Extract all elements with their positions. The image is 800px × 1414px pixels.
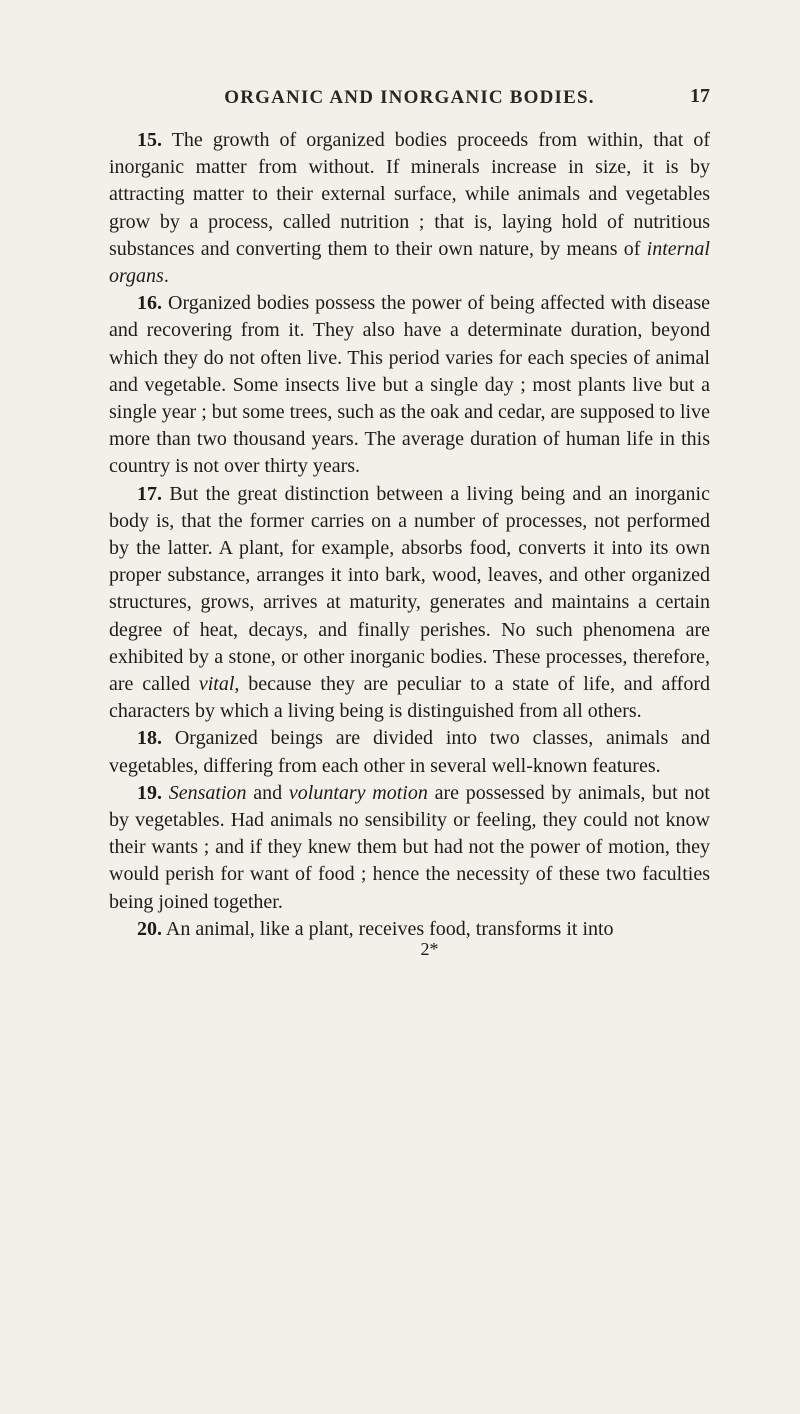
paragraph-17 (109, 481, 710, 726)
paragraph-15 (109, 127, 710, 290)
paragraph-19 (109, 780, 710, 916)
paragraph-number: 16. (137, 292, 162, 315)
paragraph-text: An animal, like a plant, receives food, transforms it into (162, 917, 614, 940)
paragraph-text: The growth of organized bodies proceeds from within, that of inorganic matter from without. If minerals increase in size, it is by attracting matter to their external surface, while animals and vegetables grow by a process, called nutrition ; that is, laying hold of nutritious substances and converting them to their own nature, by means of (109, 129, 710, 260)
signature-mark: 2* (420, 939, 439, 960)
italic-term: internal organs (109, 237, 710, 288)
paragraph-text: . (163, 265, 169, 288)
italic-term: vital (198, 673, 235, 696)
paragraph-number: 18. (137, 727, 162, 750)
paragraph-number: 19. (137, 781, 162, 804)
italic-term: voluntary motion (288, 781, 428, 804)
paragraph-18 (109, 725, 710, 779)
paragraph-text (162, 782, 169, 804)
paragraph-number: 20. (137, 917, 162, 940)
running-title: ORGANIC AND INORGANIC BODIES. (224, 87, 595, 108)
paragraph-text: and (246, 781, 289, 804)
italic-term: Sensation (168, 781, 247, 804)
paragraph-text: But the great distinction between a living being and an inorganic body is, that the former carries on a number of processes, not performed by the latter. A plant, for example, absorbs food, converts it into its own proper substance, arranges it into bark, wood, leaves, and other organized structures, grows, arrives at maturity, generates and maintains a certain degree of heat, decays, and finally perishes. No such phenomena are exhibited by a stone, or other inorganic bodies. These processes, therefore, are called (109, 482, 710, 696)
paragraph-16 (109, 290, 710, 480)
body-text (109, 127, 710, 943)
paragraph-text: are possessed by animals, but not by vegetables. Had animals no sensibility or feeling, they could not know their wants ; and if they knew them but had not the power of motion, they would perish for want of food ; hence the necessity of these two faculties being joined together. (109, 781, 710, 913)
paragraph-text: , because they are peculiar to a state of life, and afford characters by which a living being is distinguished from all others. (109, 673, 710, 723)
paragraph-number: 15. (137, 129, 162, 151)
paragraph-text: Organized beings are divided into two classes, animals and vegetables, differing from each other in several well-known features. (109, 727, 710, 777)
paragraph-text: Organized bodies possess the power of being affected with disease and recovering from it. They also have a determinate duration, beyond which they do not often live. This period varies for each species of animal and vegetable. Some insects live but a single day ; most plants live but a single year ; but some trees, such as the oak and cedar, are supposed to live more than two thousand years. The average duration of human life in this country is not over thirty years. (109, 292, 710, 478)
running-header (109, 87, 710, 119)
paragraph-number: 17. (137, 482, 162, 505)
page-number: 17 (690, 85, 710, 107)
